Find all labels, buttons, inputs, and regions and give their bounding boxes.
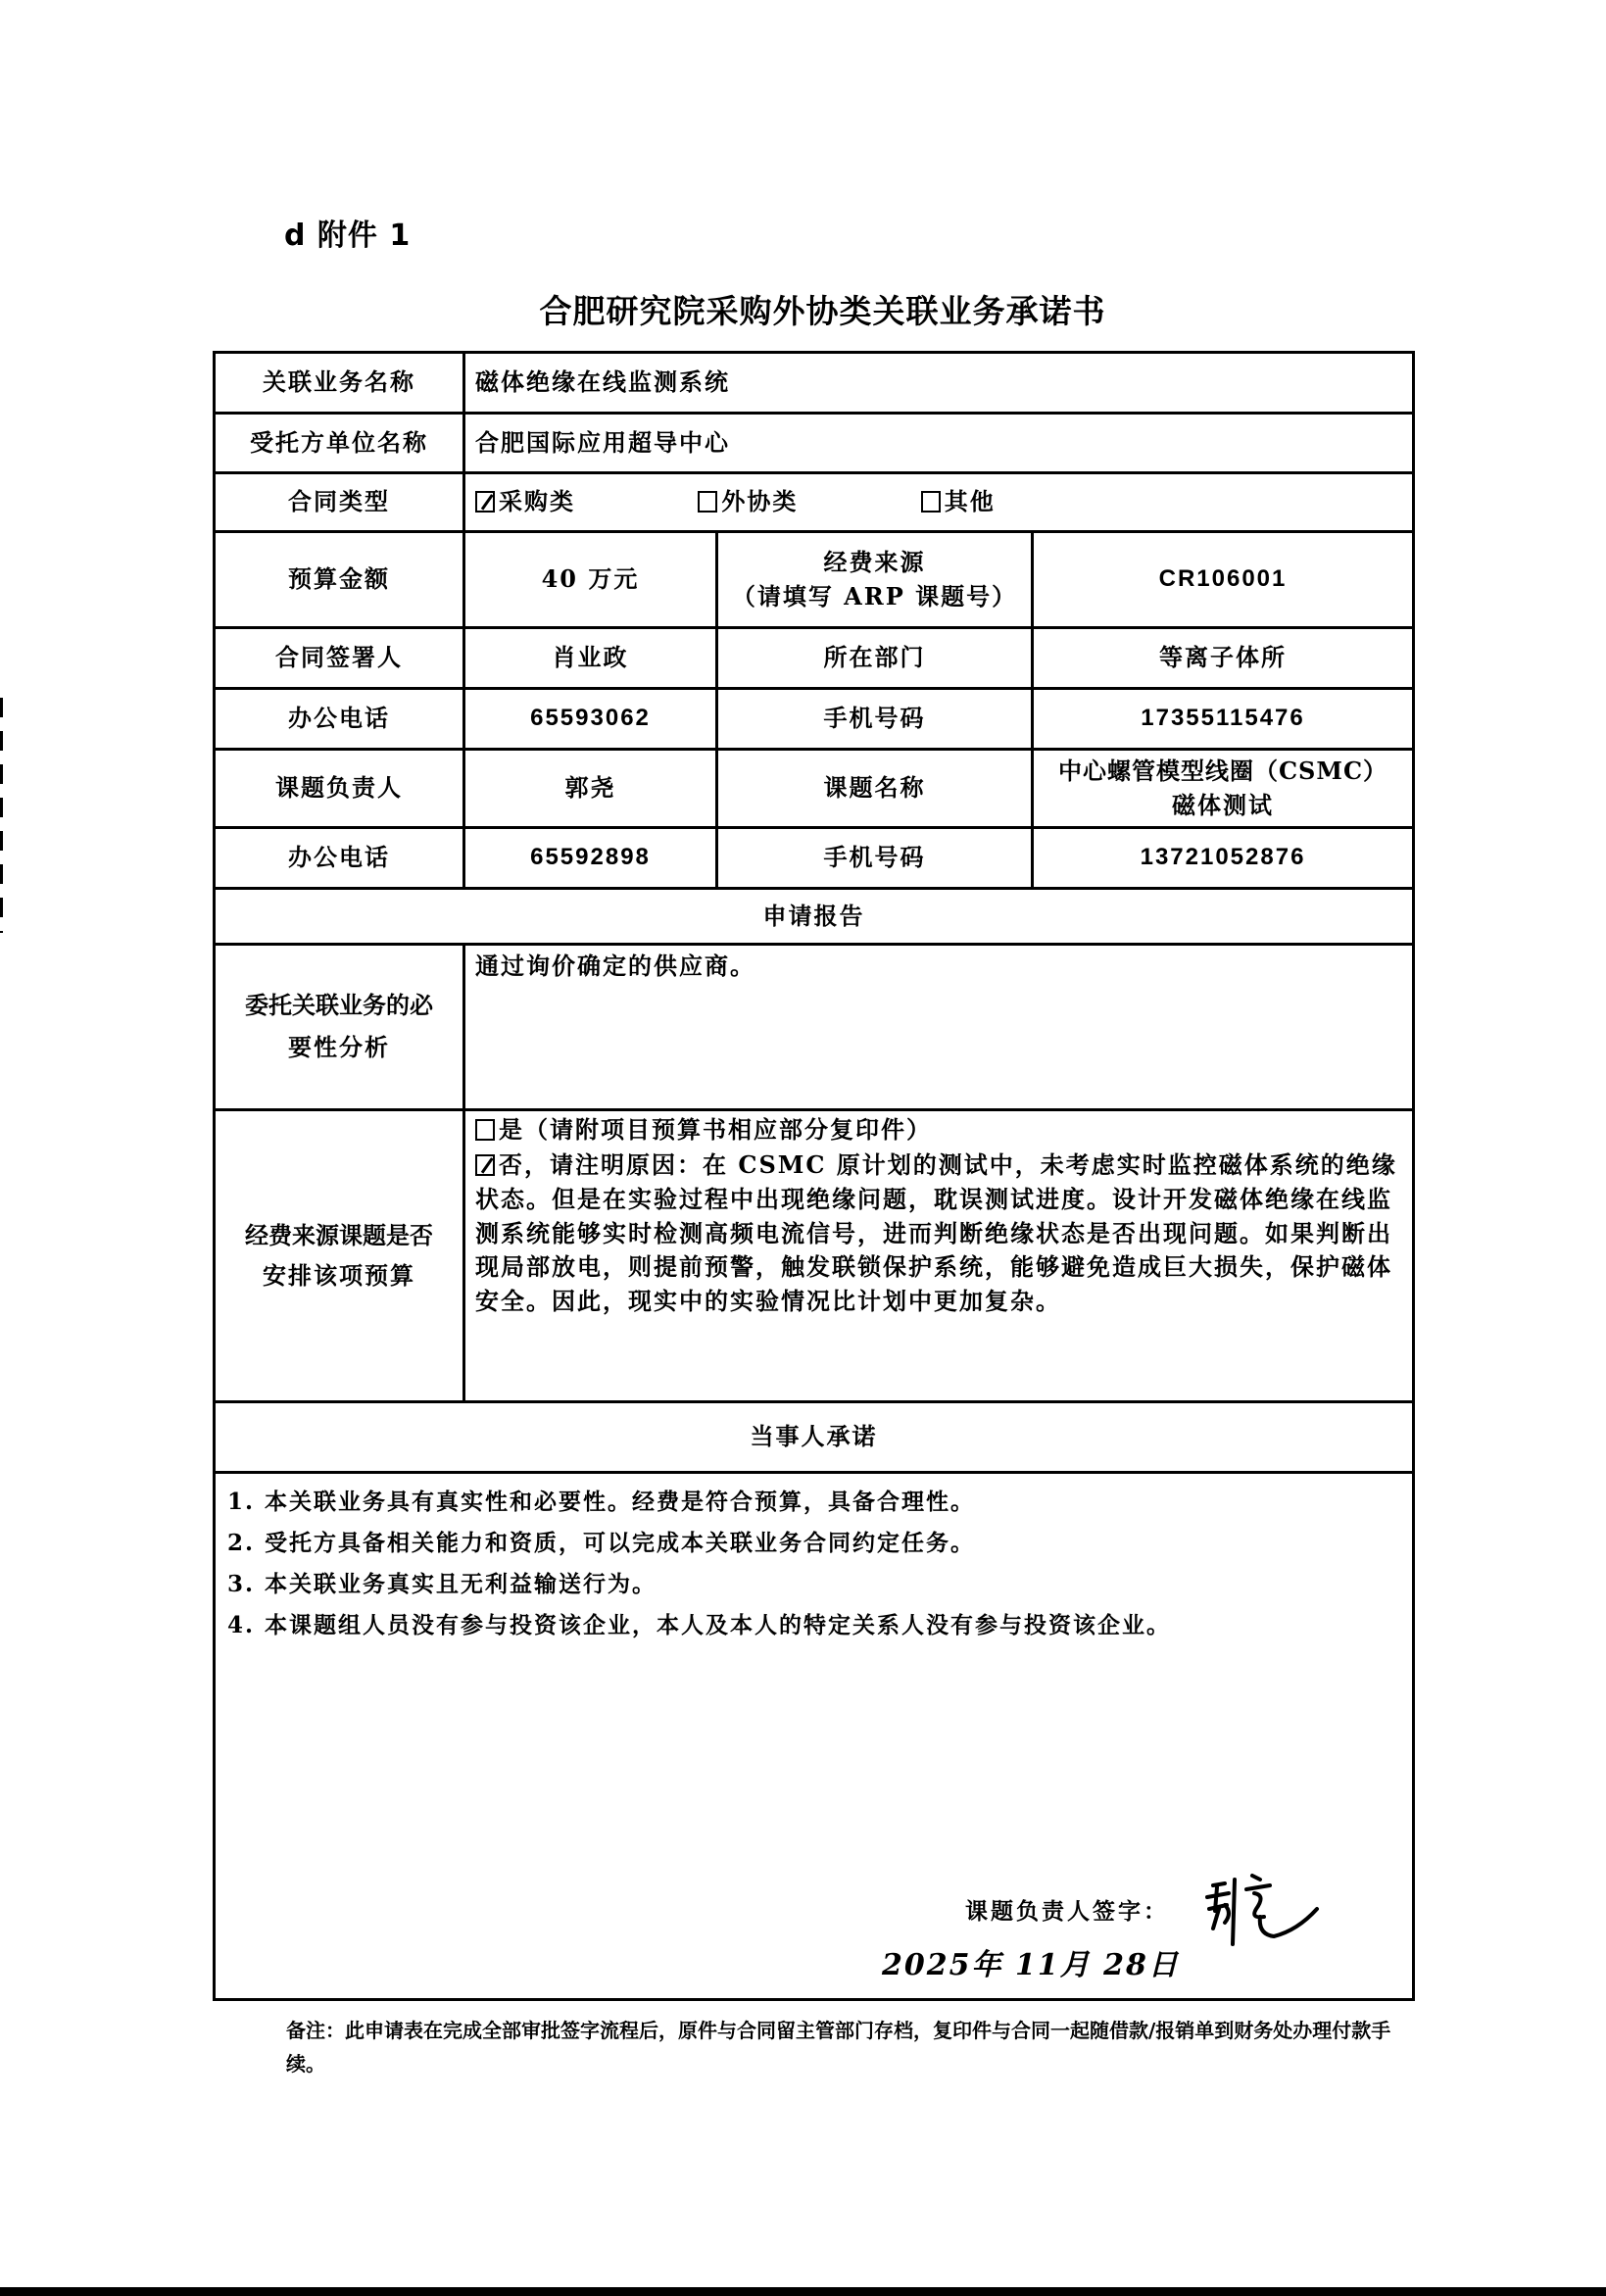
row-pledge-heading bbox=[215, 1402, 1414, 1473]
pledge-item: 1. 本关联业务具有真实性和必要性。经费是符合预算，具备合理性。 bbox=[227, 1489, 976, 1515]
option-label: 外协类 bbox=[721, 487, 799, 516]
budget-arranged-label bbox=[215, 1110, 464, 1402]
footnote: 备注：此申请表在完成全部审批签字流程后，原件与合同留主管部门存档，复印件与合同一起随借款/报销单到财务处办理付款手续。 bbox=[286, 2019, 1391, 2076]
row-project-lead bbox=[215, 750, 1414, 828]
option-label: 采购类 bbox=[499, 487, 575, 516]
row-necessity bbox=[215, 945, 1414, 1110]
handwritten-signature bbox=[1195, 1866, 1323, 1964]
pledge-list bbox=[216, 1474, 1412, 1646]
row-application-report-heading bbox=[215, 889, 1414, 945]
checkbox-unchecked-icon[interactable] bbox=[475, 1119, 495, 1141]
mobile-field[interactable]: 13721052876 bbox=[1033, 828, 1414, 889]
office-phone-field[interactable]: 65593062 bbox=[464, 689, 717, 750]
checkbox-unchecked-icon[interactable] bbox=[698, 491, 717, 513]
contract-type-option-procurement[interactable] bbox=[475, 485, 575, 519]
necessity-field[interactable] bbox=[464, 945, 1414, 1110]
checkbox-unchecked-icon[interactable] bbox=[921, 491, 941, 513]
row-signer bbox=[215, 628, 1414, 689]
row-contract-type bbox=[215, 473, 1414, 532]
no-option-label: 否，请注明原因： bbox=[499, 1150, 703, 1179]
yes-option-label: 是（请附项目预算书相应部分复印件） bbox=[499, 1115, 932, 1144]
funding-source-label bbox=[717, 532, 1033, 628]
application-report-heading: 申请报告 bbox=[215, 889, 1414, 945]
trustee-unit-label: 受托方单位名称 bbox=[215, 414, 464, 473]
necessity-label-line1: 委托关联业务的必 bbox=[245, 991, 433, 1020]
budget-arranged-label-line1: 经费来源课题是否 bbox=[245, 1220, 433, 1249]
mobile-label: 手机号码 bbox=[717, 689, 1033, 750]
department-field[interactable]: 等离子体所 bbox=[1033, 628, 1414, 689]
option-label: 其他 bbox=[944, 487, 996, 516]
signature-label: 课题负责人签字： bbox=[965, 1898, 1169, 1925]
pledge-item: 4. 本课题组人员没有参与投资该企业，本人及本人的特定关系人没有参与投资该企业。 bbox=[227, 1612, 1172, 1638]
mobile-label: 手机号码 bbox=[717, 828, 1033, 889]
checkbox-checked-icon[interactable] bbox=[475, 1154, 495, 1176]
budget-label: 预算金额 bbox=[215, 532, 464, 628]
necessity-text: 通过询价确定的供应商。 bbox=[475, 952, 755, 980]
pledge-body bbox=[215, 1473, 1414, 2000]
row-business-name bbox=[215, 353, 1414, 414]
project-name-label: 课题名称 bbox=[717, 750, 1033, 828]
row-pledge-body bbox=[215, 1473, 1414, 2000]
signer-field[interactable]: 肖业政 bbox=[464, 628, 717, 689]
budget-arranged-label-line2: 安排该项预算 bbox=[263, 1260, 415, 1290]
project-name-line2: 磁体测试 bbox=[1172, 790, 1274, 819]
office-phone-field[interactable]: 65592898 bbox=[464, 828, 717, 889]
business-name-field[interactable]: 磁体绝缘在线监测系统 bbox=[464, 353, 1414, 414]
funding-source-label-line2: （请填写 ARP 课题号） bbox=[731, 581, 1018, 611]
project-lead-label: 课题负责人 bbox=[215, 750, 464, 828]
scan-bottom-edge bbox=[0, 2287, 1606, 2296]
checkbox-checked-icon[interactable] bbox=[475, 491, 495, 513]
project-name-line1: 中心螺管模型线圈（CSMC） bbox=[1057, 756, 1388, 785]
office-phone-label: 办公电话 bbox=[215, 689, 464, 750]
department-label: 所在部门 bbox=[717, 628, 1033, 689]
office-phone-label: 办公电话 bbox=[215, 828, 464, 889]
necessity-label-line2: 要性分析 bbox=[288, 1033, 390, 1061]
signer-label: 合同签署人 bbox=[215, 628, 464, 689]
mobile-field[interactable]: 17355115476 bbox=[1033, 689, 1414, 750]
no-option[interactable] bbox=[475, 1148, 1402, 1319]
attachment-label: d 附件 1 bbox=[284, 219, 412, 253]
pledge-area bbox=[216, 1474, 1412, 1998]
commitment-form-table bbox=[213, 351, 1415, 2001]
row-lead-phone bbox=[215, 828, 1414, 889]
yes-option[interactable] bbox=[475, 1111, 1402, 1148]
contract-type-options bbox=[464, 473, 1414, 532]
scan-edge-artifact bbox=[0, 698, 3, 933]
row-signer-phone bbox=[215, 689, 1414, 750]
row-budget-arranged bbox=[215, 1110, 1414, 1402]
funding-source-field[interactable]: CR106001 bbox=[1033, 532, 1414, 628]
project-lead-field[interactable]: 郭尧 bbox=[464, 750, 717, 828]
pledge-heading: 当事人承诺 bbox=[215, 1402, 1414, 1473]
signature-date: 2025年 11月 28日 bbox=[882, 1948, 1180, 1982]
document-title: 合肥研究院采购外协类关联业务承诺书 bbox=[539, 292, 1106, 330]
row-budget bbox=[215, 532, 1414, 628]
necessity-label bbox=[215, 945, 464, 1110]
no-option-reason: 在 CSMC 原计划的测试中，未考虑实时监控磁体系统的绝缘状态。但是在实验过程中出现绝缘问题，耽误测试进度。设计开发磁体绝缘在线监测系统能够实时检测高频电流信号，进而判断绝缘状态是否出现问题。如果判断出现局部放电，则提前预警，触发联锁保护系统，能够避免造成巨大损失，保护磁体安全。因此，现实中的实验情况比计划中更加复杂。 bbox=[475, 1150, 1397, 1316]
contract-type-label: 合同类型 bbox=[215, 473, 464, 532]
row-trustee-unit bbox=[215, 414, 1414, 473]
budget-amount-field[interactable]: 40 万元 bbox=[464, 532, 717, 628]
contract-type-option-other[interactable] bbox=[921, 485, 996, 519]
trustee-unit-field[interactable]: 合肥国际应用超导中心 bbox=[464, 414, 1414, 473]
pledge-item: 2. 受托方具备相关能力和资质，可以完成本关联业务合同约定任务。 bbox=[227, 1530, 976, 1556]
funding-source-label-line1: 经费来源 bbox=[823, 547, 926, 576]
pledge-item: 3. 本关联业务真实且无利益输送行为。 bbox=[227, 1571, 657, 1597]
budget-arranged-field bbox=[464, 1110, 1414, 1402]
contract-type-option-outsourcing[interactable] bbox=[698, 485, 798, 519]
project-name-field[interactable] bbox=[1033, 750, 1414, 828]
business-name-label: 关联业务名称 bbox=[215, 353, 464, 414]
